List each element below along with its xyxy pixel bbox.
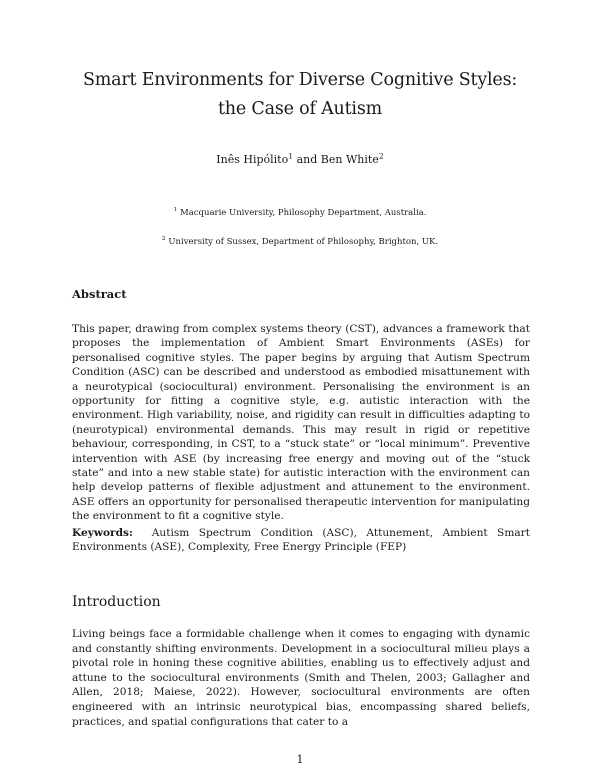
- affiliation-text: Macquarie University, Philosophy Department, Australia.: [177, 208, 427, 218]
- affiliation-mark: 1: [288, 151, 294, 161]
- affiliation-1: [0, 208, 600, 218]
- keywords-text: Autism Spectrum Condition (ASC), Attunement, Ambient Smart Environments (ASE), Complexity, Free Energy Principle (FEP): [72, 527, 530, 554]
- introduction-heading: Introduction: [72, 594, 161, 610]
- keywords-label: Keywords:: [72, 527, 133, 539]
- affiliation-mark: 2: [378, 151, 384, 161]
- keywords: [72, 526, 530, 555]
- affiliation-text: University of Sussex, Department of Philosophy, Brighton, UK.: [165, 237, 439, 247]
- page-number: 1: [296, 753, 304, 766]
- introduction-body: Living beings face a formidable challenge when it comes to engaging with dynamic and constantly shifting environments. Development in a sociocultural milieu plays a pivotal role in honing these cognitive abilities, enabling us to effectively adjust and attune to the sociocultural environments (Smith and Thelen, 2003; Gallagher and Allen, 2018; Maiese, 2022). However, sociocultural environments are often engineered with an intrinsic neurotypical bias, encompassing shared beliefs, practices, and spatial configurations that cater to a: [72, 628, 530, 728]
- abstract-heading: Abstract: [72, 287, 127, 301]
- author-list: [0, 153, 600, 166]
- author-name: Inês Hipólito: [216, 153, 289, 166]
- affiliation-mark: 2: [161, 235, 166, 243]
- abstract-body: This paper, drawing from complex systems theory (CST), advances a framework that proposes the implementation of Ambient Smart Environments (ASEs) for personalised cognitive styles. The paper begins by arguing that Autism Spectrum Condition (ASC) can be described and understood as embodied misattunement with a neurotypical (sociocultural) environment. Personalising the environment is an opportunity for fitting a cognitive style, e.g. autistic interaction with the environment. High variability, noise, and rigidity can result in difficulties adapting to (neurotypical) environmental demands. This may result in rigid or repetitive behaviour, corresponding, in CST, to a “stuck state” or “local minimum”. Preventive intervention with ASE (by increasing free energy and moving out of the “stuck state” and into a new stable state) for autistic interaction with the environment can help develop patterns of flexible adjustment and attunement to the environment. ASE offers an opportunity for personalised therapeutic intervention for manipulating the environment to fit a cognitive style.: [72, 323, 530, 523]
- affiliation-2: [0, 237, 600, 247]
- author-name: Ben White: [320, 153, 379, 166]
- title-line-2: the Case of Autism: [217, 99, 383, 119]
- affiliation-mark: 1: [173, 206, 178, 214]
- author-separator: and: [293, 153, 321, 166]
- paper-title: [0, 66, 600, 124]
- title-line-1: Smart Environments for Diverse Cognitive Styles:: [82, 70, 518, 90]
